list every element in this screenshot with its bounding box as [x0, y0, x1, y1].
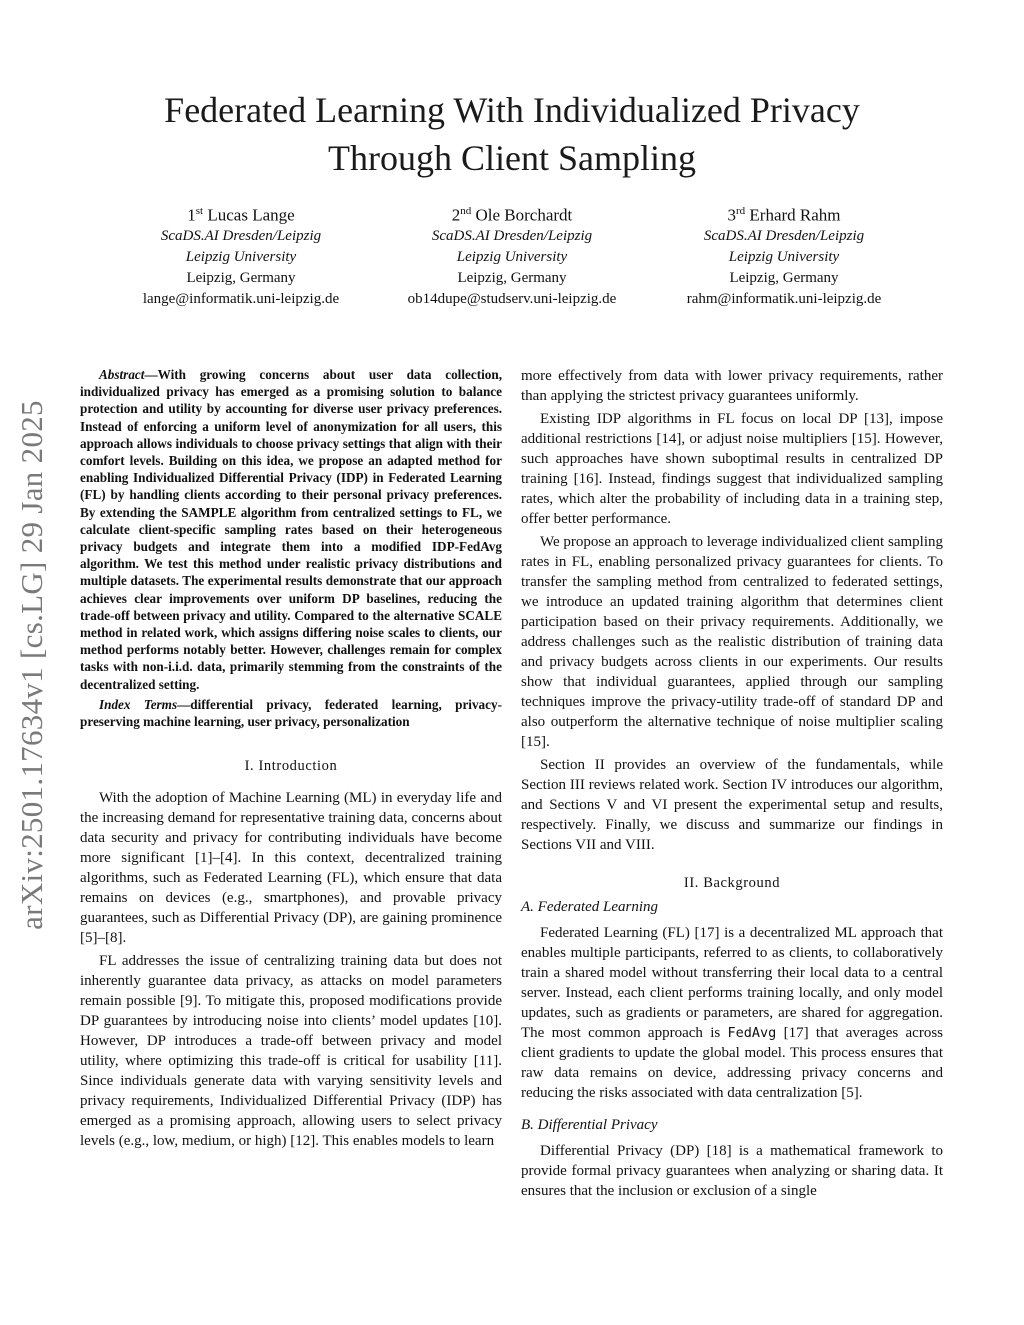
index-terms-label: Index Terms — [99, 696, 178, 712]
author-name-line — [91, 201, 391, 226]
author-affiliation: ScaDS.AI Dresden/Leipzig — [703, 227, 865, 244]
dp-paragraph: Differential Privacy (DP) [18] is a mathematical framework to provide formal privacy guarantees when analyzing or sharing data. It ensures that the inclusion or exclusion of a single — [521, 1143, 943, 1199]
intro-paragraph-4: Existing IDP algorithms in FL focus on local DP [13], impose additional restrictions [14], or adjust noise multipliers [15]. However, such approaches have shown suboptimal results in centralized DP training [16]. Instead, findings suggest that individualized sampling rates, which alter the probability of including data in a training step, offer better performance. — [521, 411, 943, 527]
author-name: Lucas Lange — [207, 205, 295, 225]
abstract — [80, 366, 502, 693]
paper-title-line-1: Federated Learning With Individualized Privacy — [164, 90, 860, 130]
index-terms-text: —differential privacy, federated learning, privacy-preserving machine learning, user privacy, personalization — [80, 696, 502, 730]
left-column — [80, 366, 502, 1151]
author-affiliation: ScaDS.AI Dresden/Leipzig — [160, 227, 322, 244]
index-terms — [80, 696, 502, 730]
intro-paragraph-5: We propose an approach to leverage individualized client sampling rates in FL, enabling personalized privacy guarantees for clients. To transfer the sampling method from centralized to federated settings, we introduce an updated training algorithm that determines client participation based on their privacy requirements. Additionally, we address challenges such as the realistic distribution of training data and privacy budgets across clients in our experiments. Our results show that individual guarantees, applied through our sampling techniques improve the privacy-utility trade-off of standard DP and also outperform the alternative technique of noise multiplier scaling [15]. — [521, 534, 943, 750]
author-block-1 — [91, 201, 391, 310]
abstract-text: —With growing concerns about user data collection, individualized privacy has emerged as a promising solution to balance protection and utility by accounting for diverse user privacy preferences. Instead of enforcing a uniform level of anonymization for all users, this approach allows individuals to choose privacy settings that align with their comfort levels. Building on this idea, we propose an adapted method for enabling Individualized Differential Privacy (IDP) in Federated Learning (FL) by handling clients according to their personal privacy preferences. By extending the SAMPLE algorithm from centralized settings to FL, we calculate client-specific sampling rates based on their heterogeneous privacy budgets and integrate them into a modified IDP-FedAvg algorithm. We test this method under realistic privacy distributions and multiple datasets. The experimental results demonstrate that our approach achieves clear improvements over uniform DP baselines, reducing the trade-off between privacy and utility. Compared to the alternative SCALE method in related work, which assigns differing noise scales to clients, our method performs notably better. However, challenges remain for complex tasks with non-i.i.d. data, primarily stemming from the constraints of the decentralized setting. — [80, 367, 502, 692]
author-block-3 — [634, 201, 934, 310]
intro-paragraph-3: more effectively from data with lower privacy requirements, rather than applying the strictest privacy guarantees uniformly. — [521, 368, 943, 404]
arxiv-sidebar — [0, 365, 64, 965]
author-university: Leipzig University — [728, 248, 840, 265]
fedavg-code: FedAvg — [727, 1025, 777, 1041]
author-email: lange@informatik.uni-leipzig.de — [142, 290, 340, 307]
section-heading-introduction: I. Introduction — [244, 758, 338, 775]
right-column — [521, 366, 943, 1201]
intro-paragraph-1: With the adoption of Machine Learning (ML) in everyday life and the increasing demand for representative training data, concerns about data security and privacy for contributing individuals have become more significant [1]–[4]. In this context, decentralized training algorithms, such as Federated Learning (FL), which ensure that data remains on devices (e.g., smartphones), and provable privacy guarantees, such as Differential Privacy (DP), are gaining prominence [5]–[8]. — [80, 790, 502, 947]
author-name-line — [634, 201, 934, 226]
author-location: Leipzig, Germany — [186, 269, 296, 286]
author-name: Ole Borchardt — [475, 205, 573, 225]
fl-text-pre: Federated Learning (FL) [17] is a decentralized ML approach that enables multiple participants, referred to as clients, to collaboratively train a shared model without transferring their local data to a central server. Instead, each client performs training locally, and only model updates, such as gradients or parameters, are shared for aggregation. The most common approach is — [521, 925, 943, 1041]
paper-title — [0, 86, 1024, 182]
author-ordinal: 3 — [727, 205, 736, 225]
fl-text-post: [17] that averages across client gradients to update the global model. This process ensures that raw data remains on device, addressing privacy concerns and reducing the risks associated with data centralization [5]. — [521, 1025, 943, 1101]
author-name-line — [362, 201, 662, 226]
subsection-heading-federated-learning: A. Federated Learning — [521, 899, 659, 915]
author-ordinal-suffix: nd — [460, 205, 472, 217]
author-email: ob14dupe@studserv.uni-leipzig.de — [407, 290, 617, 307]
author-affiliation: ScaDS.AI Dresden/Leipzig — [431, 227, 593, 244]
intro-paragraph-6: Section II provides an overview of the fundamentals, while Section III reviews related work. Section IV introduces our algorithm, and Sections V and VI present the experimental setup and results, respectively. Finally, we discuss and summarize our findings in Sections VII and VIII. — [521, 757, 943, 853]
author-university: Leipzig University — [185, 248, 297, 265]
paper-title-line-2: Through Client Sampling — [328, 138, 696, 178]
fl-paragraph — [521, 923, 943, 1103]
author-ordinal-suffix: rd — [735, 205, 746, 217]
author-location: Leipzig, Germany — [729, 269, 839, 286]
author-ordinal: 1 — [187, 205, 196, 225]
arxiv-stamp: arXiv:2501.17634v1 [cs.LG] 29 Jan 2025 — [14, 400, 49, 930]
author-ordinal: 2 — [451, 205, 461, 225]
author-name: Erhard Rahm — [749, 205, 841, 225]
subsection-heading-differential-privacy: B. Differential Privacy — [521, 1117, 658, 1133]
abstract-label: Abstract — [99, 367, 145, 382]
intro-paragraph-2: FL addresses the issue of centralizing training data but does not inherently guarantee data privacy, as attacks on model parameters remain possible [9]. To mitigate this, proposed modifications provide DP guarantees by introducing noise into clients’ model updates [10]. However, DP introduces a trade-off between privacy and model utility, where optimizing this trade-off is critical for usability [11]. Since individuals generate data with varying sensitivity levels and privacy requirements, Individualized Differential Privacy (IDP) has emerged as a promising approach, allowing users to select privacy levels (e.g., low, medium, or high) [12]. This enables models to learn — [80, 953, 502, 1150]
author-location: Leipzig, Germany — [457, 269, 567, 286]
author-email: rahm@informatik.uni-leipzig.de — [686, 290, 882, 307]
section-heading-background: II. Background — [683, 875, 781, 891]
author-block-2 — [362, 201, 662, 310]
author-ordinal-suffix: st — [195, 205, 204, 217]
author-university: Leipzig University — [456, 248, 568, 265]
